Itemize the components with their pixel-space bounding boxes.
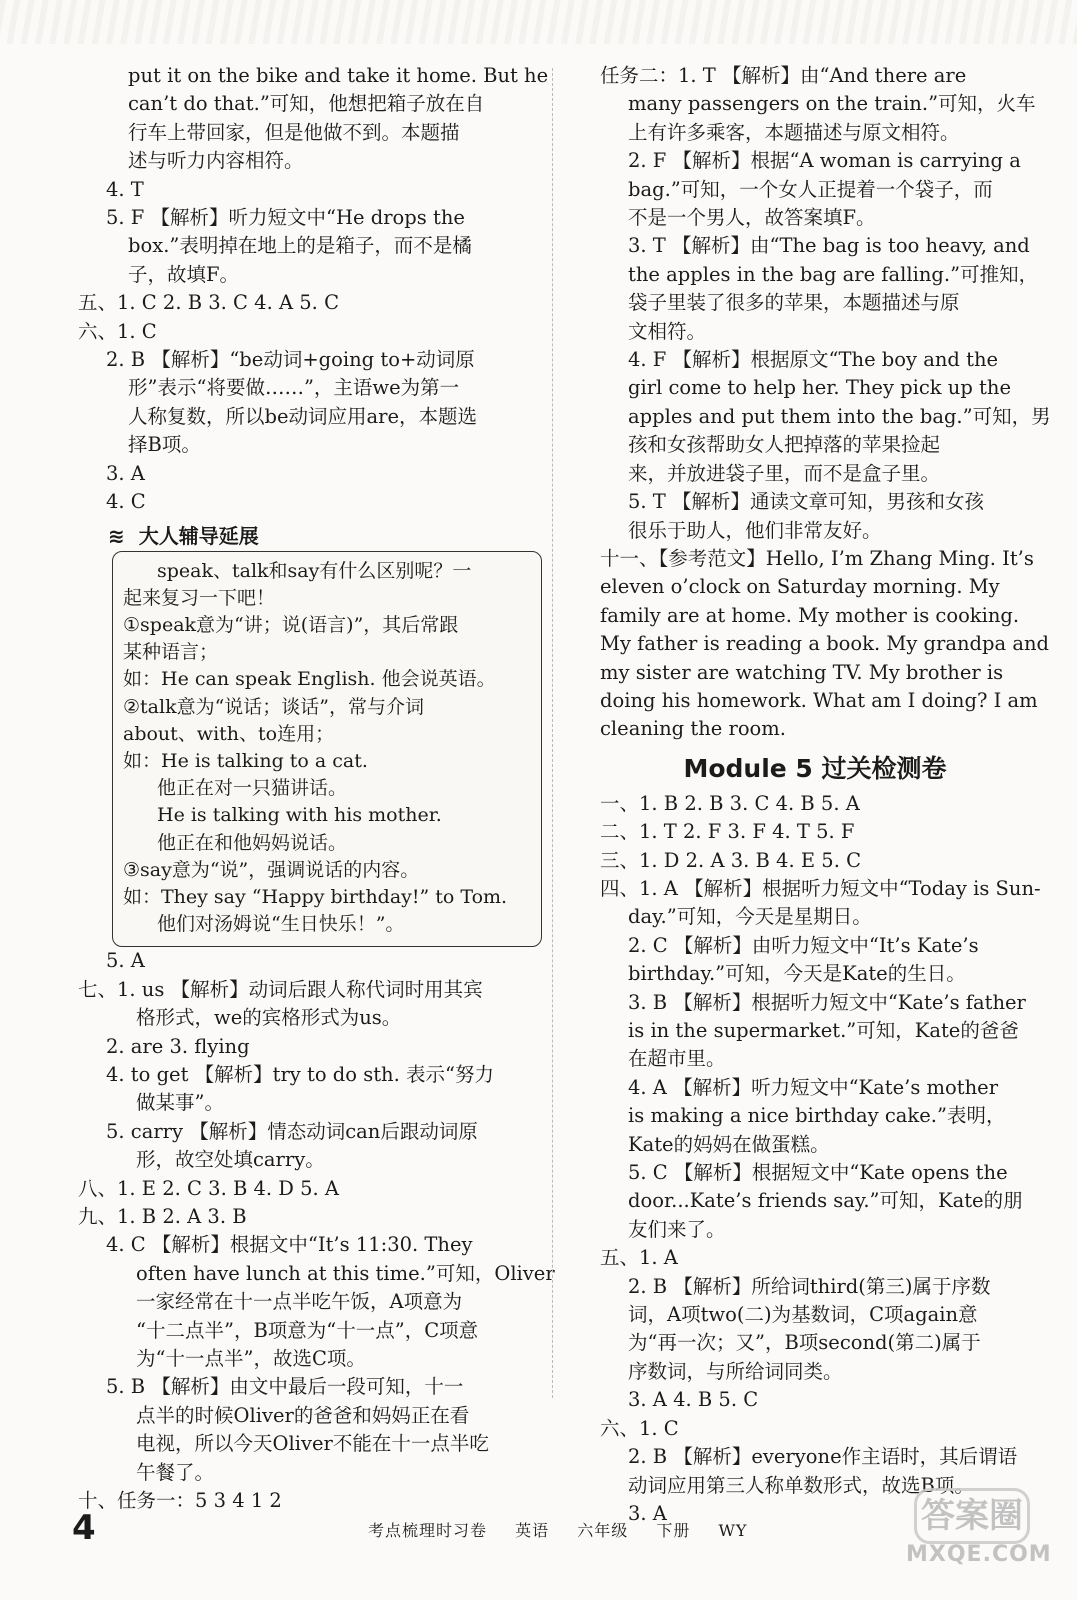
text-line: My father is reading a book. My grandpa and: [600, 632, 1049, 656]
text-line: 3. A: [628, 1501, 667, 1525]
footer-book-title: 考点梳理时习卷: [368, 1521, 488, 1540]
text-line: bag.”可知，一个女人正提着一个袋子，而: [628, 177, 993, 201]
text-line: 五、1. C 2. B 3. C 4. A 5. C: [78, 291, 339, 315]
page-number: 4: [72, 1508, 96, 1548]
text-line: 上有许多乘客，本题描述与原文相符。: [628, 120, 960, 144]
text-line: 格形式，we的宾格形式为us。: [136, 1006, 402, 1030]
text-line: 形，故空处填carry。: [136, 1148, 325, 1172]
footer-edition: WY: [718, 1521, 748, 1540]
text-line: 七、1. us 【解析】动词后跟人称代词时用其宾: [78, 977, 483, 1001]
text-line: 形”表示“将要做……”，主语we为第一: [128, 376, 460, 400]
text-line: the apples in the bag are falling.”可推知，: [628, 262, 1039, 286]
text-line: ③say意为“说”，强调说话的内容。: [123, 858, 420, 881]
text-line: 起来复习一下吧！: [123, 586, 276, 609]
text-line: day.”可知，今天是星期日。: [628, 905, 872, 929]
text-line: 子，故填F。: [128, 262, 240, 286]
footer-grade: 六年级: [577, 1521, 629, 1540]
text-line: 友们来了。: [628, 1217, 726, 1241]
text-line: 为“十一点半”，故选C项。: [136, 1347, 366, 1371]
text-line: 词，A项two(二)为基数词，C项again意: [628, 1303, 978, 1327]
text-line: 4. A 【解析】听力短文中“Kate’s mother: [628, 1075, 999, 1099]
text-line: family are at home. My mother is cooking.: [600, 603, 1020, 627]
text-line: 很乐于助人，他们非常友好。: [628, 518, 882, 542]
text-line: “十二点半”，B项意为“十一点”，C项意: [136, 1318, 479, 1342]
tip-box-title: ≋ 大人辅导延展: [108, 523, 259, 548]
left-column: [78, 62, 555, 1515]
text-line: 他们对汤姆说“生日快乐！”。: [157, 913, 405, 936]
text-line: 4. T: [106, 177, 144, 201]
text-line: doing his homework. What am I doing? I am: [600, 688, 1038, 712]
text-line: 来，并放进袋子里，而不是盒子里。: [628, 461, 941, 485]
text-line: 5. carry 【解析】情态动词can后跟动词原: [106, 1119, 478, 1143]
text-line: 他正在对一只猫讲话。: [157, 777, 348, 800]
text-line: ②talk意为“说话；谈话”，常与介词: [123, 695, 425, 718]
text-line: 十一、【参考范文】Hello, I’m Zhang Ming. It’s: [600, 546, 1034, 570]
text-line: door...Kate’s friends say.”可知，Kate的朋: [628, 1189, 1023, 1213]
text-line: many passengers on the train.”可知，火车: [628, 92, 1036, 116]
text-line: 如：He can speak English. 他会说英语。: [123, 668, 496, 691]
text-line: 行车上带回家，但是他做不到。本题描: [128, 120, 460, 144]
text-line: 动词应用第三人称单数形式，故选B项。: [628, 1473, 974, 1497]
text-line: 5. C 【解析】根据短文中“Kate opens the: [628, 1161, 1008, 1185]
text-line: 4. C: [106, 490, 146, 514]
text-line: girl come to help her. They pick up the: [628, 376, 1011, 400]
footer-volume: 下册: [656, 1521, 691, 1540]
text-line: 4. F 【解析】根据原文“The boy and the: [628, 348, 999, 372]
text-line: 4. C 【解析】根据文中“It’s 11:30. They: [106, 1233, 473, 1257]
text-line: 5. T 【解析】通读文章可知，男孩和女孩: [628, 490, 985, 514]
column-divider: [552, 68, 553, 1398]
text-line: 一、1. B 2. B 3. C 4. B 5. A: [600, 791, 860, 815]
text-line: 九、1. B 2. A 3. B: [78, 1205, 247, 1228]
text-line: 2. F 【解析】根据“A woman is carrying a: [628, 149, 1021, 173]
text-line: is in the supermarket.”可知，Kate的爸爸: [628, 1019, 1019, 1042]
text-line: birthday.”可知，今天是Kate的生日。: [628, 962, 966, 986]
text-line: 六、1. C: [78, 319, 157, 343]
text-line: 不是一个男人，故答案填F。: [628, 206, 876, 230]
text-line: 点半的时候Oliver的爸爸和妈妈正在看: [136, 1403, 470, 1427]
text-line: He is talking with his mother.: [157, 804, 442, 827]
text-line: speak、talk和say有什么区别呢？一: [157, 559, 472, 582]
text-line: 某种语言；: [123, 641, 219, 664]
text-line: 2. B 【解析】“be动词+going to+动词原: [106, 348, 475, 372]
watermark-url: MXQE.COM: [906, 1542, 1052, 1567]
text-line: 如：They say “Happy birthday!” to Tom.: [123, 885, 508, 908]
text-line: 为“再一次；又”，B项second(第二)属于: [628, 1331, 981, 1355]
right-column: [600, 62, 1051, 1528]
text-line: 四、1. A 【解析】根据听力短文中“Today is Sun-: [600, 876, 1041, 900]
text-line: can’t do that.”可知，他想把箱子放在自: [128, 92, 485, 116]
text-line: 2. B 【解析】所给词third(第三)属于序数: [628, 1274, 991, 1298]
text-line: 3. A 4. B 5. C: [628, 1388, 759, 1412]
text-line: 六、1. C: [600, 1416, 679, 1440]
text-line: 电视，所以今天Oliver不能在十一点半吃: [136, 1432, 489, 1456]
text-line: apples and put them into the bag.”可知，男: [628, 404, 1051, 428]
text-line: my sister are watching TV. My brother is: [600, 660, 1004, 684]
text-line: 做某事”。: [136, 1091, 224, 1115]
text-line: 十、任务一：5 3 4 1 2: [78, 1489, 282, 1513]
text-line: 在超市里。: [628, 1047, 726, 1071]
tip-box: [112, 551, 542, 948]
text-line: 2. are 3. flying: [106, 1034, 250, 1058]
right-answers: [600, 62, 1051, 744]
text-line: 八、1. E 2. C 3. B 4. D 5. A: [78, 1176, 340, 1200]
text-line: 他正在和他妈妈说话。: [157, 831, 348, 854]
text-line: 一家经常在十一点半吃午饭，A项意为: [136, 1290, 463, 1314]
module-title: Module 5 过关检测卷: [683, 753, 947, 783]
footer-subject: 英语: [515, 1521, 550, 1540]
text-line: put it on the bike and take it home. But he: [128, 64, 549, 87]
text-line: cleaning the room.: [600, 717, 786, 741]
text-line: 文相符。: [628, 319, 707, 343]
text-line: 2. B 【解析】everyone作主语时，其后谓语: [628, 1445, 1018, 1469]
module-answers: [600, 790, 1041, 1529]
text-line: 人称复数，所以be动词应用are，本题选: [128, 404, 478, 428]
text-line: 5. F 【解析】听力短文中“He drops the: [106, 206, 465, 230]
text-line: 如：He is talking to a cat.: [123, 749, 368, 772]
text-line: 4. to get 【解析】try to do sth. 表示“努力: [106, 1062, 494, 1086]
text-line: 二、1. T 2. F 3. F 4. T 5. F: [600, 820, 855, 844]
text-line: 任务二：1. T 【解析】由“And there are: [600, 64, 967, 87]
top-decoration: [0, 0, 1077, 44]
text-line: about、with、to连用；: [123, 722, 335, 745]
text-line: eleven o’clock on Saturday morning. My: [600, 575, 1000, 599]
left-answers-continued: [78, 947, 555, 1515]
text-line: 3. B 【解析】根据听力短文中“Kate’s father: [628, 990, 1026, 1014]
text-line: Kate的妈妈在做蛋糕。: [628, 1132, 830, 1156]
left-answers: [78, 62, 549, 517]
text-line: ①speak意为“讲；说(语言)”，其后常跟: [123, 613, 459, 636]
text-line: 五、1. A: [600, 1246, 678, 1270]
text-line: 3. A: [106, 461, 145, 485]
text-line: 2. C 【解析】由听力短文中“It’s Kate’s: [628, 933, 979, 957]
text-line: 择B项。: [128, 433, 201, 457]
watermark-badge: 答案圈: [914, 1488, 1030, 1544]
text-line: 三、1. D 2. A 3. B 4. E 5. C: [600, 848, 862, 872]
text-line: 述与听力内容相符。: [128, 149, 304, 173]
text-line: 3. T 【解析】由“The bag is too heavy, and: [628, 234, 1030, 258]
text-line: 孩和女孩帮助女人把掉落的苹果捡起: [628, 433, 941, 457]
text-line: often have lunch at this time.”可知，Oliver: [136, 1261, 555, 1285]
text-line: 袋子里装了很多的苹果，本题描述与原: [628, 291, 960, 315]
text-line: 5. A: [106, 949, 145, 973]
text-line: box.”表明掉在地上的是箱子，而不是橘: [128, 234, 472, 258]
text-line: 序数词，与所给词同类。: [628, 1359, 843, 1383]
text-line: 5. B 【解析】由文中最后一段可知，十一: [106, 1375, 464, 1399]
wave-icon: ≋: [108, 523, 125, 548]
text-line: 午餐了。: [136, 1460, 215, 1484]
footer: [368, 1518, 769, 1541]
text-line: is making a nice birthday cake.”表明，: [628, 1104, 1006, 1128]
